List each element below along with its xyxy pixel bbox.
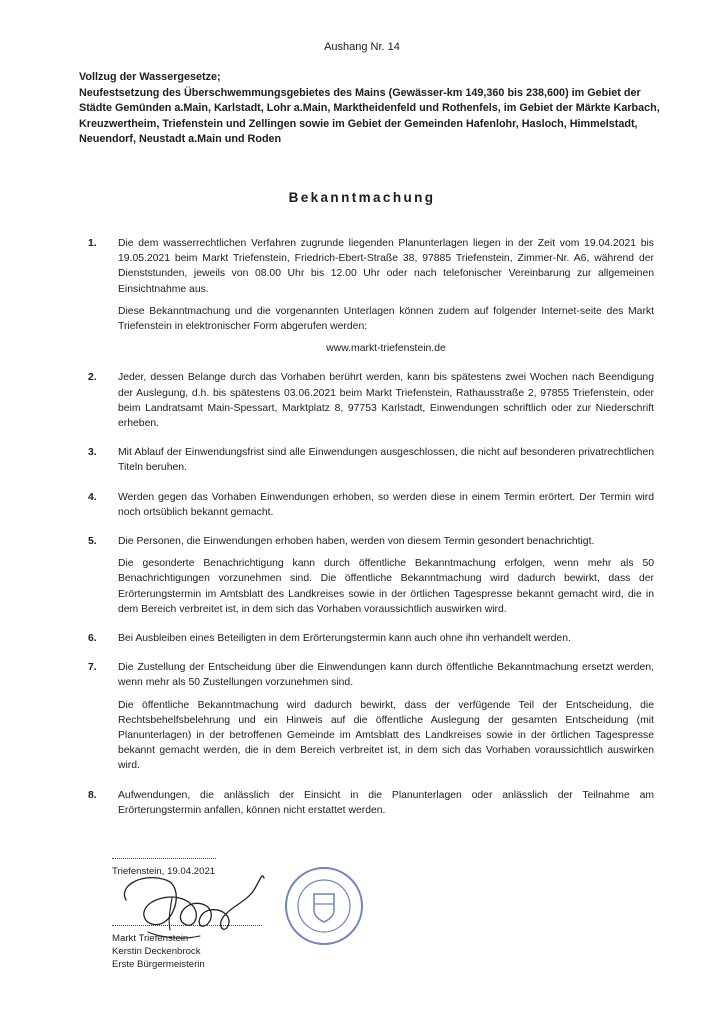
- item-number: 2.: [88, 372, 97, 384]
- list-item: [88, 631, 654, 646]
- item-number: 7.: [88, 662, 97, 674]
- notice-number: Aushang Nr. 14: [324, 41, 400, 53]
- item-number: 3.: [88, 447, 97, 459]
- document-title: Bekanntmachung: [288, 190, 436, 205]
- item-text: Jeder, dessen Belange durch das Vorhaben berührt werden, kann bis spätestens zwei Wochen nach Beendigung der Auslegung, d.h. bis spätestens 03.06.2021 beim Markt Triefenstein, Rathausstraße 2, 97855 Triefenstein, oder beim Landratsamt Main-Spessart, Marktplatz 8, 97753 Karlstadt, Einwendungen schriftlich oder zur Niederschrift erheben.: [118, 372, 654, 430]
- item-text: Aufwendungen, die anlässlich der Einsicht in die Planunterlagen oder anlässlich der Teilnahme am Erörterungstermin anfallen, können nicht erstattet werden.: [118, 789, 654, 816]
- item-text: Die Personen, die Einwendungen erhoben haben, werden von diesem Termin gesondert benachrichtigt.: [118, 536, 595, 548]
- list-item: [88, 534, 654, 617]
- subject-line-1: Vollzug der Wassergesetze;: [79, 71, 221, 83]
- list-item: [88, 370, 654, 431]
- item-number: 8.: [88, 789, 97, 801]
- items-list: [88, 236, 654, 832]
- item-text: Mit Ablauf der Einwendungsfrist sind alle Einwendungen ausgeschlossen, die nicht auf besonderen privatrechtlichen Titeln beruhen.: [118, 447, 654, 474]
- subject-block: [79, 70, 669, 148]
- item-text: Bei Ausbleiben eines Beteiligten in dem Erörterungstermin kann auch ohne ihn verhandelt werden.: [118, 633, 571, 645]
- item-text: Die dem wasserrechtlichen Verfahren zugrunde liegenden Planunterlagen liegen in der Zeit vom 19.04.2021 bis 19.05.2021 beim Markt Triefenstein, Friedrich-Ebert-Straße 38, 97885 Triefenstein, Zimmer-Nr. A6, während der Dienststunden, jeweils von 08.00 Uhr bis 12.00 Uhr oder nach telefonischer Vereinbarung zur allgemeinen Einsichtnahme aus.: [118, 238, 654, 295]
- list-item: [88, 788, 654, 818]
- place-date: Triefenstein, 19.04.2021: [112, 866, 216, 877]
- item-text-continued: Die gesonderte Benachrichtigung kann durch öffentliche Bekanntmachung erfolgen, wenn mehr als 50 Benachrichtigungen vorzunehmen sind. Die öffentliche Bekanntmachung wird dadurch bewirkt, dass der Erörterungstermin im Amtsblatt des Landkreises sowie in der örtlichen Tagespresse bekannt gemacht wird, die in dem Bereich verbreitet ist, in dem sich das Vorhaben voraussichtlich auswirken wird.: [118, 558, 654, 615]
- item-text-continued: Diese Bekanntmachung und die vorgenannten Unterlagen können zudem auf folgender Internet-seite des Markt Triefenstein in elektronischer Form abgerufen werden:: [118, 305, 654, 333]
- item-text: Die Zustellung der Entscheidung über die Einwendungen kann durch öffentliche Bekanntmachung ersetzt werden, wenn mehr als 50 Zustellungen vorzunehmen sind.: [118, 662, 654, 689]
- signer-organization: Markt Triefenstein: [112, 933, 189, 944]
- item-text: Werden gegen das Vorhaben Einwendungen erhoben, so werden diese in einem Termin erörtert. Der Termin wird noch ortsüblich bekannt gemacht.: [118, 491, 654, 518]
- subject-line-2: Neufestsetzung des Überschwemmungsgebietes des Mains (Gewässer-km 149,360 bis 238,600) im Gebiet der Städte Gemünden a.Main, Karlstadt, Lohr a.Main, Marktheidenfeld und Rothenfels, im Gebiet der Märkte Karbach, Kreuzwertheim, Triefenstein und Zellingen sowie im Gebiet der Gemeinden Hafenlohr, Hasloch, Himmelstadt, Neuendorf, Neustadt a.Main und Roden: [79, 86, 660, 145]
- official-seal: [282, 864, 366, 948]
- item-text-continued: Die öffentliche Bekanntmachung wird dadurch bewirkt, dass der verfügende Teil der Entscheidung, die Rechtsbehelfsbelehrung und ein Hinweis auf die öffentliche Auslegung der gesamten Entscheidung (mit Planunterlagen) in der betroffenen Gemeinde im Amtsblatt des Landkreises sowie in der örtlichen Tagespresse bekannt gemacht werden, die in dem Bereich verbreitet ist, in dem sich das Vorhaben voraussichtlich auswirken wird.: [118, 699, 654, 772]
- website-link[interactable]: www.markt-triefenstein.de: [326, 343, 446, 355]
- signer-name: Kerstin Deckenbrock: [112, 946, 201, 957]
- list-item: [88, 660, 654, 773]
- signer-role: Erste Bürgermeisterin: [112, 959, 205, 970]
- item-number: 1.: [88, 238, 97, 249]
- list-item: [88, 236, 654, 356]
- list-item: [88, 490, 654, 520]
- list-item: [88, 445, 654, 475]
- handwritten-signature: [112, 858, 292, 944]
- item-number: 5.: [88, 536, 97, 548]
- item-number: 6.: [88, 633, 97, 645]
- item-number: 4.: [88, 491, 97, 503]
